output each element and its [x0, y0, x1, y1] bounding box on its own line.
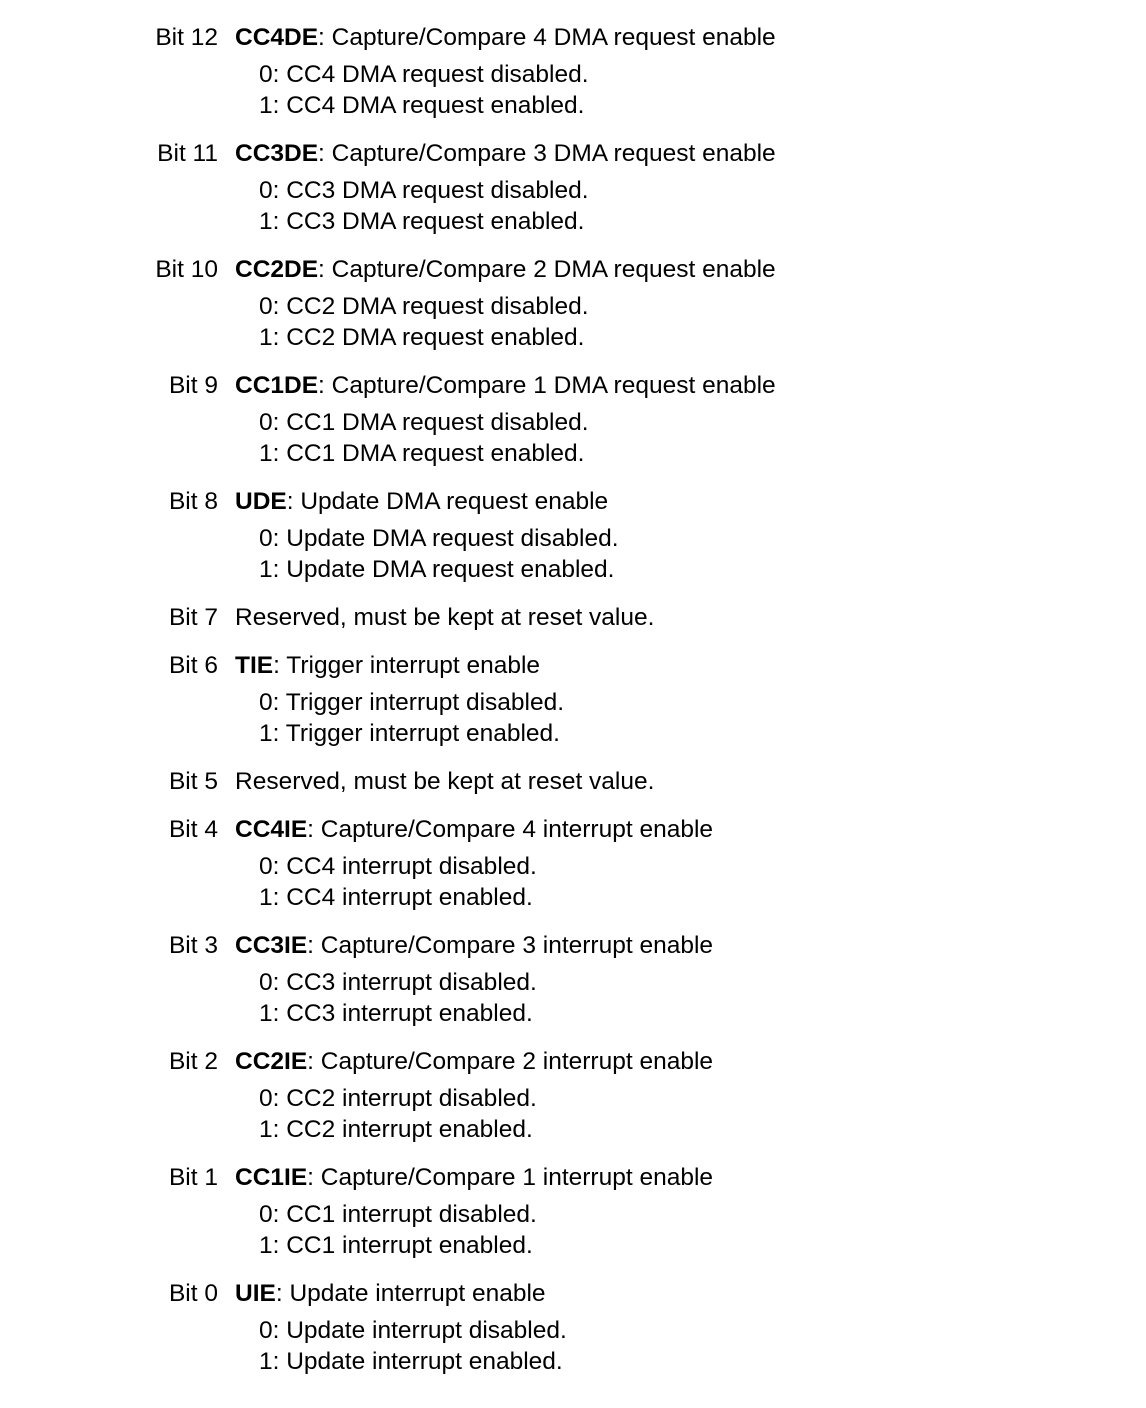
option-text: 1: CC4 interrupt enabled.	[259, 884, 533, 911]
field-name: CC3IE	[235, 932, 308, 959]
option-text: 0: CC3 interrupt disabled.	[259, 969, 537, 996]
field-summary: Capture/Compare 2 interrupt enable	[320, 1048, 714, 1075]
option-text: 1: Update DMA request enabled.	[259, 556, 615, 583]
bit-number: Bit 12	[155, 24, 218, 51]
field-summary: Reserved, must be kept at reset value.	[235, 768, 655, 795]
bit-number: Bit 5	[168, 768, 218, 795]
bit-field-10	[0, 254, 1146, 370]
field-header	[0, 650, 1146, 681]
field-summary: Capture/Compare 4 DMA request enable	[331, 24, 776, 51]
field-header	[0, 766, 1146, 797]
option-text: 0: CC2 interrupt disabled.	[259, 1085, 537, 1112]
field-summary: Update DMA request enable	[300, 488, 609, 515]
field-description	[235, 814, 713, 845]
field-separator: :	[318, 256, 332, 283]
field-option-0	[0, 291, 1146, 322]
option-text: 1: CC2 interrupt enabled.	[259, 1116, 533, 1143]
option-text: 0: CC4 interrupt disabled.	[259, 853, 537, 880]
bit-field-2	[0, 1046, 1146, 1162]
option-text: 1: CC3 interrupt enabled.	[259, 1000, 533, 1027]
option-text: 1: CC4 DMA request enabled.	[259, 92, 585, 119]
field-option-0	[0, 967, 1146, 998]
field-option-1	[0, 1230, 1146, 1261]
field-summary: Trigger interrupt enable	[286, 652, 541, 679]
field-option-1	[0, 882, 1146, 913]
field-description	[235, 22, 776, 53]
field-name: CC4IE	[235, 816, 308, 843]
field-name: UIE	[235, 1280, 276, 1307]
field-description	[235, 766, 654, 797]
field-summary: Capture/Compare 3 interrupt enable	[320, 932, 714, 959]
field-name: UDE	[235, 488, 287, 515]
field-header	[0, 930, 1146, 961]
field-name: CC1IE	[235, 1164, 308, 1191]
field-separator: :	[318, 24, 332, 51]
field-description	[235, 138, 776, 169]
field-option-0	[0, 59, 1146, 90]
option-text: 1: CC1 interrupt enabled.	[259, 1232, 533, 1259]
field-name: CC4DE	[235, 24, 319, 51]
bit-number: Bit 7	[168, 604, 218, 631]
field-separator: :	[307, 932, 321, 959]
field-description	[235, 930, 713, 961]
option-text: 1: CC2 DMA request enabled.	[259, 324, 585, 351]
field-option-0	[0, 1199, 1146, 1230]
field-option-1	[0, 438, 1146, 469]
bit-number: Bit 0	[168, 1280, 218, 1307]
bit-field-9	[0, 370, 1146, 486]
field-description	[235, 486, 608, 517]
field-separator: :	[318, 140, 332, 167]
bit-field-4	[0, 814, 1146, 930]
option-text: 0: Trigger interrupt disabled.	[259, 689, 565, 716]
field-name: CC2DE	[235, 256, 319, 283]
field-option-1	[0, 1114, 1146, 1145]
bit-field-11	[0, 138, 1146, 254]
field-summary: Capture/Compare 4 interrupt enable	[320, 816, 714, 843]
field-option-1	[0, 1346, 1146, 1377]
bit-number: Bit 9	[168, 372, 218, 399]
field-separator: :	[286, 488, 301, 515]
bit-number: Bit 1	[168, 1164, 218, 1191]
bit-number: Bit 10	[155, 256, 218, 283]
field-description	[235, 602, 654, 633]
option-text: 0: CC1 DMA request disabled.	[259, 409, 589, 436]
field-option-0	[0, 523, 1146, 554]
field-separator: :	[307, 816, 321, 843]
bit-number: Bit 11	[157, 140, 218, 167]
field-description	[235, 1278, 546, 1309]
field-summary: Capture/Compare 3 DMA request enable	[331, 140, 776, 167]
bit-number: Bit 2	[168, 1048, 218, 1075]
field-separator: :	[273, 652, 287, 679]
field-summary: Reserved, must be kept at reset value.	[235, 604, 655, 631]
field-summary: Capture/Compare 1 DMA request enable	[331, 372, 776, 399]
bit-field-1	[0, 1162, 1146, 1278]
field-header	[0, 814, 1146, 845]
field-header	[0, 602, 1146, 633]
bit-number: Bit 4	[168, 816, 218, 843]
field-option-0	[0, 1315, 1146, 1346]
field-name: CC2IE	[235, 1048, 308, 1075]
bit-field-6	[0, 650, 1146, 766]
field-description	[235, 370, 776, 401]
field-description	[235, 254, 776, 285]
field-description	[235, 1162, 713, 1193]
option-text: 1: Update interrupt enabled.	[259, 1348, 563, 1375]
field-header	[0, 22, 1146, 53]
field-separator: :	[307, 1048, 321, 1075]
option-text: 0: Update DMA request disabled.	[259, 525, 619, 552]
field-header	[0, 1046, 1146, 1077]
option-text: 1: CC1 DMA request enabled.	[259, 440, 585, 467]
field-header	[0, 254, 1146, 285]
field-header	[0, 370, 1146, 401]
bit-field-3	[0, 930, 1146, 1046]
bit-field-8	[0, 486, 1146, 602]
field-header	[0, 486, 1146, 517]
field-option-0	[0, 175, 1146, 206]
option-text: 1: Trigger interrupt enabled.	[259, 720, 560, 747]
field-separator: :	[275, 1280, 290, 1307]
register-bit-descriptions	[0, 22, 1146, 1378]
option-text: 0: Update interrupt disabled.	[259, 1317, 567, 1344]
field-option-0	[0, 1083, 1146, 1114]
field-option-1	[0, 554, 1146, 585]
option-text: 0: CC2 DMA request disabled.	[259, 293, 589, 320]
field-option-1	[0, 322, 1146, 353]
field-header	[0, 138, 1146, 169]
field-name: TIE	[235, 652, 274, 679]
field-separator: :	[318, 372, 332, 399]
option-text: 0: CC4 DMA request disabled.	[259, 61, 589, 88]
field-name: CC1DE	[235, 372, 319, 399]
field-header	[0, 1278, 1146, 1309]
bit-number: Bit 6	[168, 652, 218, 679]
bit-field-12	[0, 22, 1146, 138]
field-summary: Capture/Compare 1 interrupt enable	[320, 1164, 714, 1191]
field-header	[0, 1162, 1146, 1193]
field-option-1	[0, 90, 1146, 121]
field-description	[235, 650, 540, 681]
field-summary: Update interrupt enable	[289, 1280, 546, 1307]
field-summary: Capture/Compare 2 DMA request enable	[331, 256, 776, 283]
bit-number: Bit 3	[168, 932, 218, 959]
option-text: 0: CC1 interrupt disabled.	[259, 1201, 537, 1228]
bit-number: Bit 8	[168, 488, 218, 515]
field-option-1	[0, 206, 1146, 237]
field-option-1	[0, 718, 1146, 749]
option-text: 1: CC3 DMA request enabled.	[259, 208, 585, 235]
field-description	[235, 1046, 713, 1077]
field-option-0	[0, 407, 1146, 438]
field-separator: :	[307, 1164, 321, 1191]
bit-field-0	[0, 1278, 1146, 1378]
field-name: CC3DE	[235, 140, 319, 167]
field-option-0	[0, 851, 1146, 882]
bit-field-7-reserved	[0, 602, 1146, 650]
option-text: 0: CC3 DMA request disabled.	[259, 177, 589, 204]
field-option-1	[0, 998, 1146, 1029]
bit-field-5-reserved	[0, 766, 1146, 814]
field-option-0	[0, 687, 1146, 718]
